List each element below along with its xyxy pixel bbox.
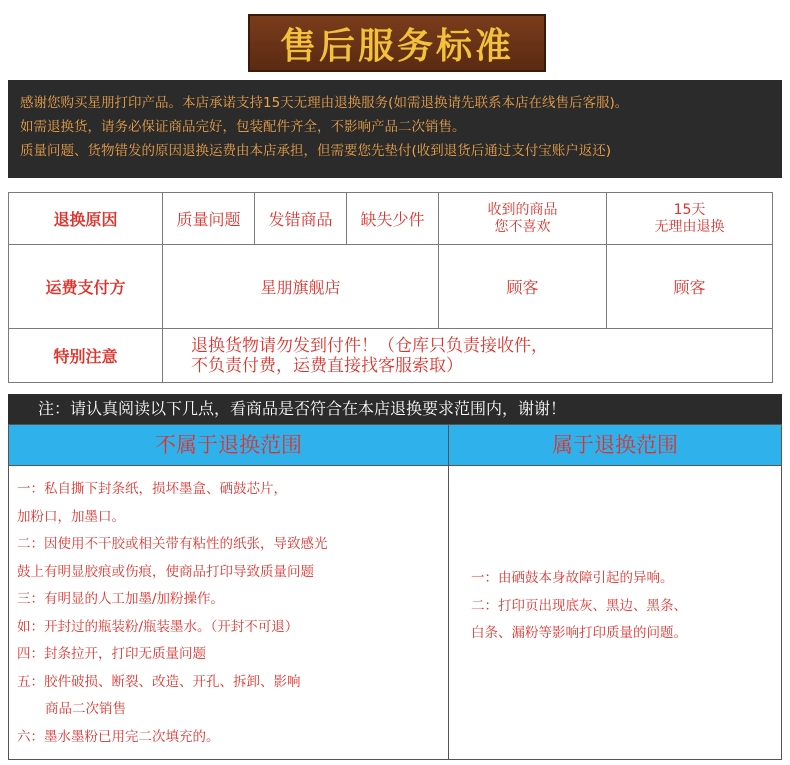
notice-line: 质量问题、货物错发的原因退换运费由本店承担，但需要您先垫付(收到退货后通过支付宝账户返还) [20,143,612,159]
table-row [9,245,773,329]
reason-dislike-line: 收到的商品 [487,201,558,218]
reason-label: 退换原因 [9,193,163,245]
notice-panel [8,80,782,178]
list-item: 四：封条拉开，打印无质量问题 [17,646,206,662]
list-item: 二：打印页出现底灰、黑边、黑条、 [471,597,687,614]
list-item: 一：由硒鼓本身故障引起的异响。 [471,570,674,586]
reason-dislike-line: 您不喜欢 [494,218,551,235]
not-returnable-panel [8,424,449,760]
payer-customer: 顾客 [439,245,607,329]
reason-15-line: 无理由退换 [654,218,725,235]
reason-dislike [439,193,607,245]
payer-customer: 顾客 [607,245,773,329]
list-item: 一：私自撕下封条纸，损坏墨盒、硒鼓芯片， [17,481,287,497]
page-title: 售后服务标准 [279,25,514,67]
notice-line: 如需退换货，请务必保证商品完好，包装配件齐全，不影响产品二次销售。 [20,119,466,135]
payer-label: 运费支付方 [9,245,163,329]
list-item: 鼓上有明显胶痕或伤痕，使商品打印导致质量问题 [17,563,314,580]
reading-notice-bar: 注：请认真阅读以下几点，看商品是否符合在本店退换要求范围内，谢谢！ [8,394,782,424]
list-item: 白条、漏粉等影响打印质量的问题。 [471,625,687,641]
table-row [9,329,773,383]
list-item: 六：墨水墨粉已用完二次填充的。 [17,728,220,745]
reason-missing-parts: 缺失少件 [347,193,439,245]
special-note [163,329,773,383]
title-banner [248,14,546,72]
return-policy-table [8,192,773,383]
not-returnable-heading: 不属于退换范围 [9,425,448,466]
list-item: 五：胶件破损、断裂、改造、开孔、拆卸、影响 [17,673,301,690]
payer-store: 星朋旗舰店 [163,245,439,329]
not-returnable-list [9,466,448,751]
table-row [9,193,773,245]
note-label: 特别注意 [9,329,163,383]
reason-wrong-item: 发错商品 [255,193,347,245]
notice-line: 感谢您购买星朋打印产品。本店承诺支持15天无理由退换服务(如需退换请先联系本店在线售后客服)。 [20,95,629,111]
list-item: 加粉口，加墨口。 [17,508,125,525]
special-note-line: 不负责付费，运费直接找客服索取） [191,355,463,376]
returnable-panel [448,424,782,760]
list-item: 二：因使用不干胶或相关带有粘性的纸张，导致感光 [17,536,328,552]
list-item: 三：有明显的人工加墨/加粉操作。 [17,591,225,607]
reason-quality: 质量问题 [163,193,255,245]
returnable-list [471,565,687,648]
returnable-heading: 属于退换范围 [449,425,781,466]
reason-15-days [607,193,773,245]
special-note-line: 退换货物请勿发到付件！（仓库只负责接收件， [191,335,548,356]
list-item: 商品二次销售 [45,701,126,717]
list-item: 如：开封过的瓶装粉/瓶装墨水。（开封不可退） [17,618,299,635]
reason-15-line: 15天 [673,201,706,218]
